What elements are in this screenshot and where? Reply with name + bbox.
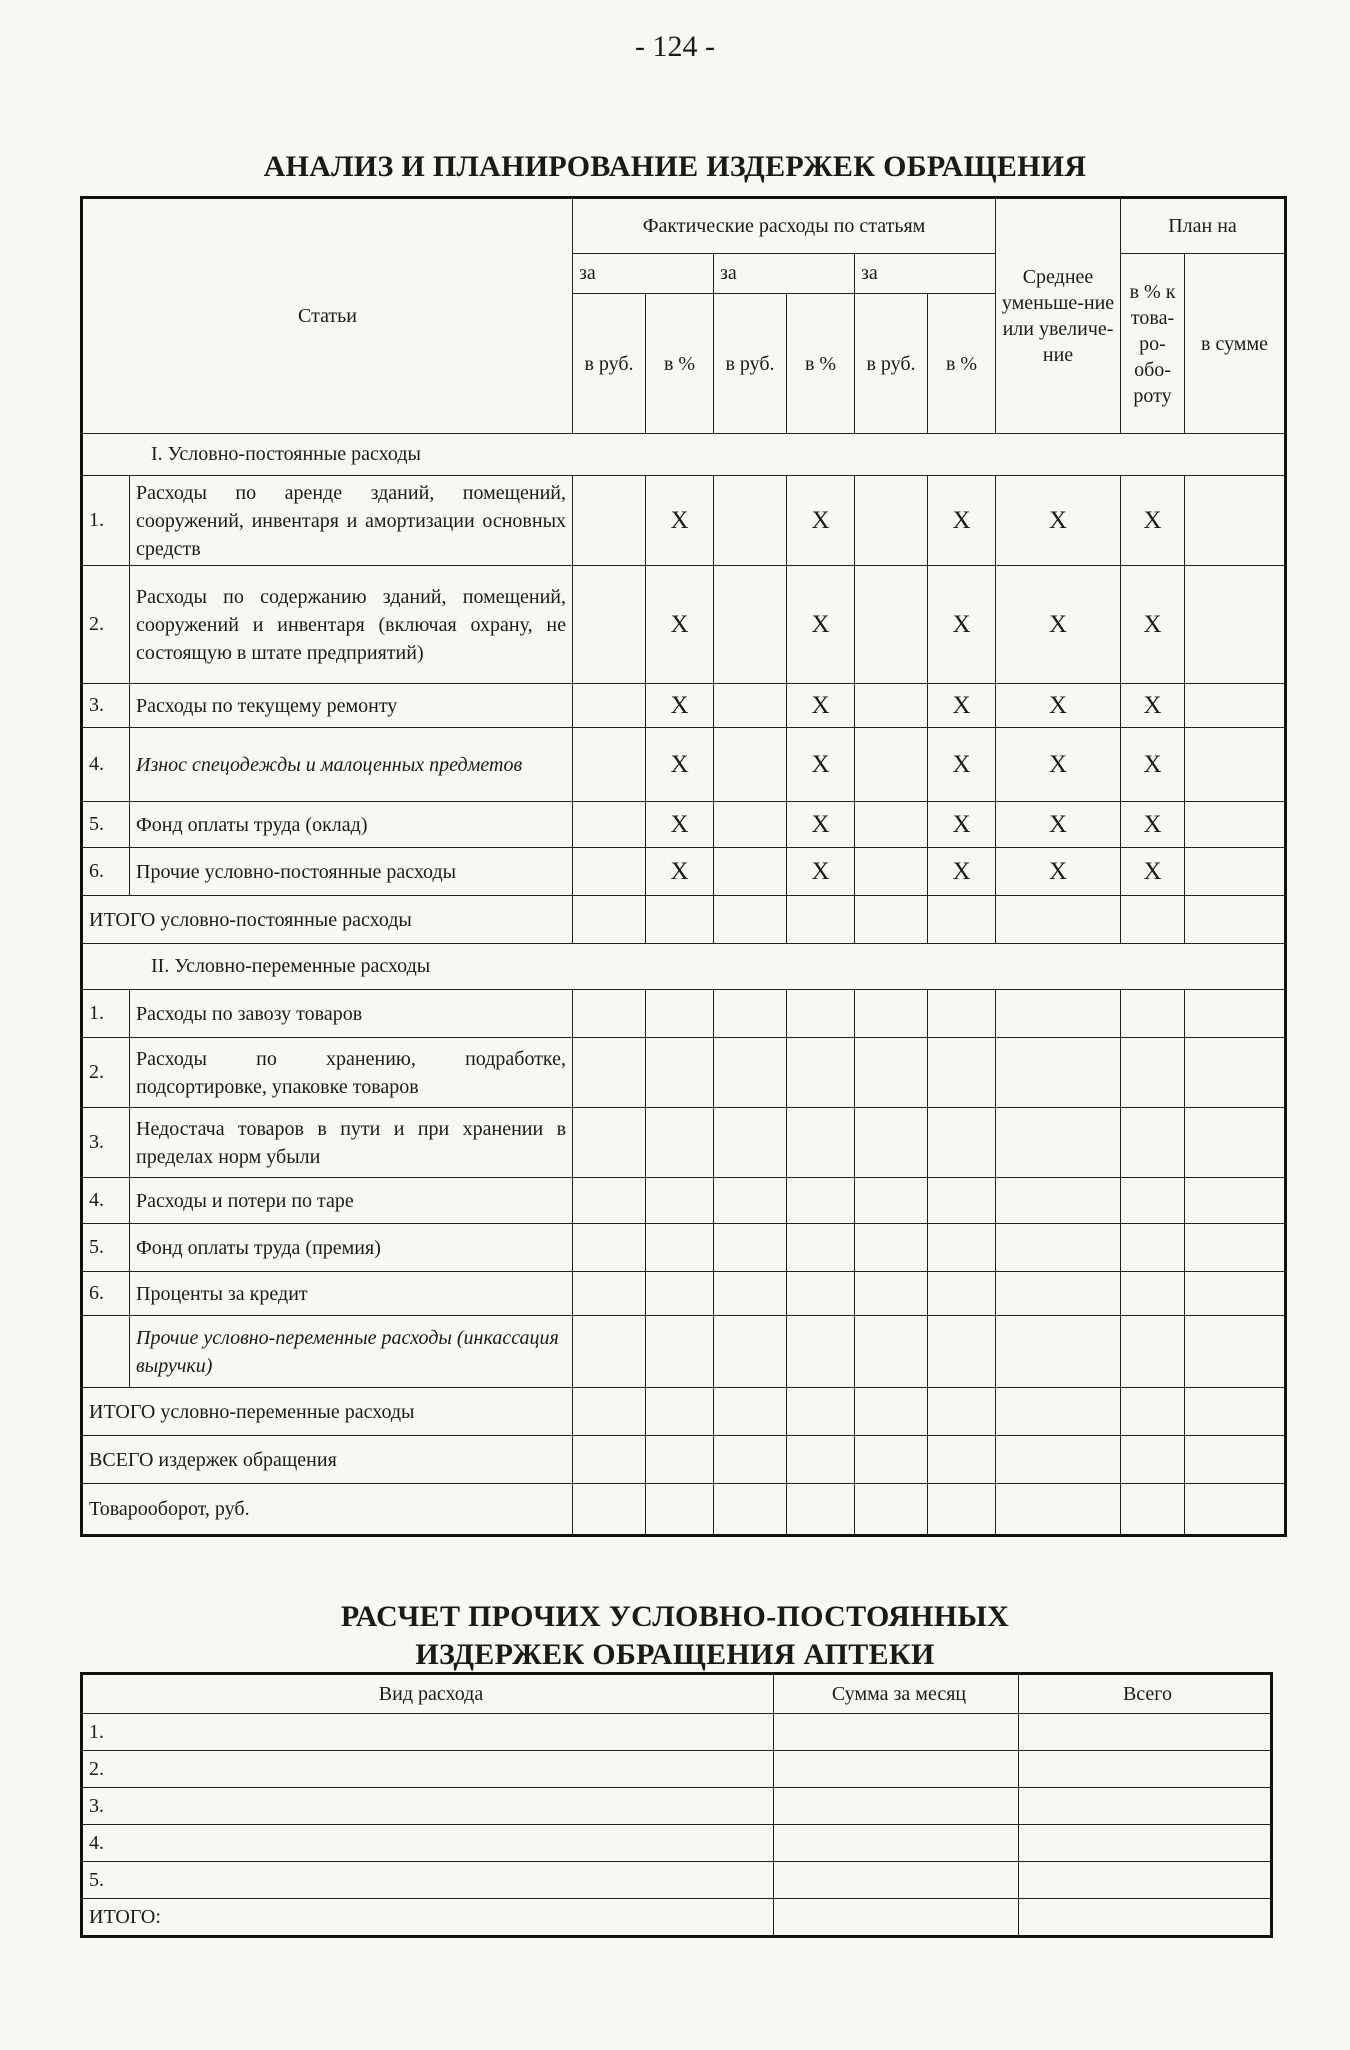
cell [573, 1484, 646, 1536]
cell [573, 1436, 646, 1484]
x-mark: X [996, 566, 1121, 684]
cell [774, 1899, 1019, 1937]
cell [1185, 848, 1286, 896]
cell [1019, 1714, 1272, 1751]
row-number: 2. [82, 566, 130, 684]
cell [774, 1862, 1019, 1899]
x-mark: X [928, 802, 996, 848]
cell [855, 802, 928, 848]
table2-row [82, 1788, 1272, 1825]
cell [714, 990, 787, 1038]
x-mark: X [928, 684, 996, 728]
table-row [82, 1316, 1286, 1388]
table-row [82, 802, 1286, 848]
cell [996, 1484, 1121, 1536]
cell [1019, 1825, 1272, 1862]
cell [1121, 1108, 1185, 1178]
cell [573, 1108, 646, 1178]
cell [855, 1436, 928, 1484]
period-2-header: за [714, 254, 855, 294]
cell [646, 1436, 714, 1484]
section-2-total-label: ИТОГО условно-переменные расходы [82, 1388, 573, 1436]
cell [996, 1224, 1121, 1272]
table-row [82, 1038, 1286, 1108]
table-row [82, 728, 1286, 802]
cell [1185, 990, 1286, 1038]
article-label: Фонд оплаты труда (оклад) [130, 802, 573, 848]
x-mark: X [646, 684, 714, 728]
table-row [82, 566, 1286, 684]
row-number [82, 1316, 130, 1388]
cell [573, 1316, 646, 1388]
cell [1185, 476, 1286, 566]
cell [714, 684, 787, 728]
x-mark: X [996, 848, 1121, 896]
x-mark: X [787, 802, 855, 848]
cell [855, 990, 928, 1038]
cell [1121, 1178, 1185, 1224]
cell [1185, 1436, 1286, 1484]
table-row [82, 476, 1286, 566]
cell [1185, 1316, 1286, 1388]
cell [787, 1178, 855, 1224]
cell [855, 848, 928, 896]
page-number: - 124 - [635, 30, 715, 63]
cell [996, 1038, 1121, 1108]
cell [1185, 684, 1286, 728]
x-mark: X [1121, 802, 1185, 848]
actual-expenses-header: Фактические расходы по статьям [573, 198, 996, 254]
cell [787, 1436, 855, 1484]
x-mark: X [787, 684, 855, 728]
row-number: 1. [82, 476, 130, 566]
articles-header: Статьи [82, 198, 573, 434]
row-label: 2. [82, 1751, 774, 1788]
cell [928, 1388, 996, 1436]
row-number: 4. [82, 1178, 130, 1224]
cell [855, 1272, 928, 1316]
row-number: 6. [82, 1272, 130, 1316]
cell [787, 1224, 855, 1272]
cell [646, 1484, 714, 1536]
cell [1185, 1484, 1286, 1536]
cell [1185, 1224, 1286, 1272]
article-label: Прочие условно-постоянные расходы [130, 848, 573, 896]
cell [1121, 1436, 1185, 1484]
expense-type-header: Вид расхода [82, 1674, 774, 1714]
cell [714, 1316, 787, 1388]
x-mark: X [928, 728, 996, 802]
cell [928, 1272, 996, 1316]
second-title-line-2: ИЗДЕРЖЕК ОБРАЩЕНИЯ АПТЕКИ [415, 1638, 935, 1671]
header-row-1 [82, 198, 1286, 254]
article-label: Фонд оплаты труда (премия) [130, 1224, 573, 1272]
table-row [82, 1272, 1286, 1316]
x-mark: X [787, 566, 855, 684]
cell [928, 1436, 996, 1484]
cell [787, 990, 855, 1038]
other-expenses-table [80, 1672, 1273, 1938]
cell [573, 728, 646, 802]
cell [928, 1224, 996, 1272]
cell [573, 1388, 646, 1436]
article-label: Расходы по аренде зданий, помещений, сооружений, инвентаря и амортизации основных средств [130, 476, 573, 566]
article-label: Расходы по текущему ремонту [130, 684, 573, 728]
x-mark: X [1121, 566, 1185, 684]
cell [573, 896, 646, 944]
cell [1019, 1862, 1272, 1899]
cell [1121, 1038, 1185, 1108]
x-mark: X [928, 476, 996, 566]
cell [855, 728, 928, 802]
cell [855, 1108, 928, 1178]
cell [1185, 1178, 1286, 1224]
table-row [82, 1178, 1286, 1224]
cell [928, 1108, 996, 1178]
row-number: 6. [82, 848, 130, 896]
row-label: 1. [82, 1714, 774, 1751]
turnover-label: Товарооборот, руб. [82, 1484, 573, 1536]
x-mark: X [1121, 728, 1185, 802]
cell [1019, 1751, 1272, 1788]
cell [646, 990, 714, 1038]
x-mark: X [646, 802, 714, 848]
cell [714, 476, 787, 566]
cell [714, 1038, 787, 1108]
x-mark: X [787, 476, 855, 566]
article-label: Износ спецодежды и малоценных предметов [130, 728, 573, 802]
cell [1185, 728, 1286, 802]
x-mark: X [996, 802, 1121, 848]
article-label: Расходы по содержанию зданий, помещений, сооружений и инвентаря (включая охрану, не состоящую в штате предприятий) [130, 566, 573, 684]
x-mark: X [928, 848, 996, 896]
cell [928, 1484, 996, 1536]
row-label: 4. [82, 1825, 774, 1862]
article-label: Недостача товаров в пути и при хранении в пределах норм убыли [130, 1108, 573, 1178]
expense-analysis-table [80, 196, 1287, 1537]
article-label: Проценты за кредит [130, 1272, 573, 1316]
cell [714, 1272, 787, 1316]
cell [1185, 802, 1286, 848]
table2-row [82, 1751, 1272, 1788]
x-mark: X [646, 566, 714, 684]
plan-header: План на [1121, 198, 1286, 254]
section-1-row [82, 434, 1286, 476]
cell [714, 896, 787, 944]
cell [996, 1108, 1121, 1178]
cell [646, 1108, 714, 1178]
x-mark: X [1121, 848, 1185, 896]
x-mark: X [1121, 684, 1185, 728]
rub-header: в руб. [573, 294, 646, 434]
cell [855, 1178, 928, 1224]
cell [996, 1388, 1121, 1436]
cell [855, 1484, 928, 1536]
cell [646, 1272, 714, 1316]
pct-header: в % [928, 294, 996, 434]
table2-row [82, 1862, 1272, 1899]
cell [928, 1316, 996, 1388]
row-number: 4. [82, 728, 130, 802]
cell [855, 566, 928, 684]
cell [646, 1038, 714, 1108]
cell [646, 1316, 714, 1388]
cell [996, 1316, 1121, 1388]
cell [714, 1388, 787, 1436]
plan-sum-header: в сумме [1185, 254, 1286, 434]
monthly-sum-header: Сумма за месяц [774, 1674, 1019, 1714]
cell [714, 1484, 787, 1536]
cell [573, 1224, 646, 1272]
row-number: 2. [82, 1038, 130, 1108]
cell [787, 1484, 855, 1536]
cell [928, 990, 996, 1038]
table-row [82, 848, 1286, 896]
cell [928, 1038, 996, 1108]
article-label: Расходы по завозу товаров [130, 990, 573, 1038]
cell [714, 1224, 787, 1272]
total-header: Всего [1019, 1674, 1272, 1714]
cell [855, 684, 928, 728]
cell [573, 1038, 646, 1108]
pct-header: в % [787, 294, 855, 434]
article-label: Расходы и потери по таре [130, 1178, 573, 1224]
cell [1121, 896, 1185, 944]
cell [928, 896, 996, 944]
cell [573, 1272, 646, 1316]
cell [573, 1178, 646, 1224]
cell [996, 1272, 1121, 1316]
x-mark: X [996, 476, 1121, 566]
cell [774, 1825, 1019, 1862]
section-1-total-label: ИТОГО условно-постоянные расходы [82, 896, 573, 944]
cell [996, 896, 1121, 944]
cell [1185, 1272, 1286, 1316]
cell [1121, 1272, 1185, 1316]
cell [787, 1388, 855, 1436]
cell [787, 896, 855, 944]
row-number: 3. [82, 1108, 130, 1178]
article-label: Расходы по хранению, подработке, подсортировке, упаковке товаров [130, 1038, 573, 1108]
cell [1185, 1388, 1286, 1436]
cell [787, 1316, 855, 1388]
cell [855, 476, 928, 566]
table2-header-row [82, 1674, 1272, 1714]
cell [714, 1108, 787, 1178]
cell [1121, 1316, 1185, 1388]
x-mark: X [787, 848, 855, 896]
cell [1121, 990, 1185, 1038]
cell [855, 1038, 928, 1108]
row-number: 5. [82, 1224, 130, 1272]
cell [855, 1224, 928, 1272]
cell [787, 1108, 855, 1178]
cell [714, 1178, 787, 1224]
cell [573, 848, 646, 896]
row-label: 5. [82, 1862, 774, 1899]
cell [646, 1178, 714, 1224]
period-3-header: за [855, 254, 996, 294]
cell [646, 1388, 714, 1436]
cell [573, 802, 646, 848]
row-number: 1. [82, 990, 130, 1038]
row-label: ИТОГО: [82, 1899, 774, 1937]
grand-total-label: ВСЕГО издержек обращения [82, 1436, 573, 1484]
period-1-header: за [573, 254, 714, 294]
cell [774, 1751, 1019, 1788]
cell [573, 990, 646, 1038]
row-number: 5. [82, 802, 130, 848]
cell [1185, 1108, 1286, 1178]
turnover-row [82, 1484, 1286, 1536]
cell [787, 1272, 855, 1316]
rub-header: в руб. [855, 294, 928, 434]
cell [1185, 566, 1286, 684]
x-mark: X [646, 476, 714, 566]
table-row [82, 1108, 1286, 1178]
cell [646, 896, 714, 944]
second-table-title [0, 1598, 1350, 1674]
cell [996, 1178, 1121, 1224]
table2-row [82, 1714, 1272, 1751]
row-number: 3. [82, 684, 130, 728]
cell [714, 848, 787, 896]
total-row [82, 1388, 1286, 1436]
second-title-line-1: РАСЧЕТ ПРОЧИХ УСЛОВНО-ПОСТОЯННЫХ [340, 1600, 1010, 1633]
total-row [82, 896, 1286, 944]
article-label: Прочие условно-переменные расходы (инкассация выручки) [130, 1316, 573, 1388]
cell [714, 566, 787, 684]
x-mark: X [646, 848, 714, 896]
cell [1185, 896, 1286, 944]
table-row [82, 684, 1286, 728]
cell [646, 1224, 714, 1272]
section-1-title: I. Условно-постоянные расходы [82, 434, 1286, 476]
cell [855, 896, 928, 944]
cell [714, 802, 787, 848]
cell [996, 1436, 1121, 1484]
x-mark: X [928, 566, 996, 684]
cell [928, 1178, 996, 1224]
table2-row [82, 1825, 1272, 1862]
x-mark: X [1121, 476, 1185, 566]
pct-header: в % [646, 294, 714, 434]
cell [774, 1714, 1019, 1751]
cell [1121, 1388, 1185, 1436]
plan-percent-header: в % к това-ро-обо-роту [1121, 254, 1185, 434]
x-mark: X [996, 684, 1121, 728]
cell [714, 1436, 787, 1484]
x-mark: X [787, 728, 855, 802]
table-row [82, 990, 1286, 1038]
section-2-row [82, 944, 1286, 990]
cell [1121, 1484, 1185, 1536]
row-label: 3. [82, 1788, 774, 1825]
cell [855, 1388, 928, 1436]
cell [573, 684, 646, 728]
x-mark: X [996, 728, 1121, 802]
table-row [82, 1224, 1286, 1272]
x-mark: X [646, 728, 714, 802]
cell [573, 566, 646, 684]
cell [1185, 1038, 1286, 1108]
section-2-title: II. Условно-переменные расходы [82, 944, 1286, 990]
cell [1019, 1788, 1272, 1825]
cell [1019, 1899, 1272, 1937]
cell [787, 1038, 855, 1108]
cell [714, 728, 787, 802]
average-change-header: Среднее уменьше-ние или увеличе-ние [996, 198, 1121, 434]
cell [855, 1316, 928, 1388]
table2-total-row [82, 1899, 1272, 1937]
cell [996, 990, 1121, 1038]
rub-header: в руб. [714, 294, 787, 434]
cell [774, 1788, 1019, 1825]
grand-total-row [82, 1436, 1286, 1484]
page-title: АНАЛИЗ И ПЛАНИРОВАНИЕ ИЗДЕРЖЕК ОБРАЩЕНИЯ [263, 150, 1087, 183]
cell [573, 476, 646, 566]
cell [1121, 1224, 1185, 1272]
